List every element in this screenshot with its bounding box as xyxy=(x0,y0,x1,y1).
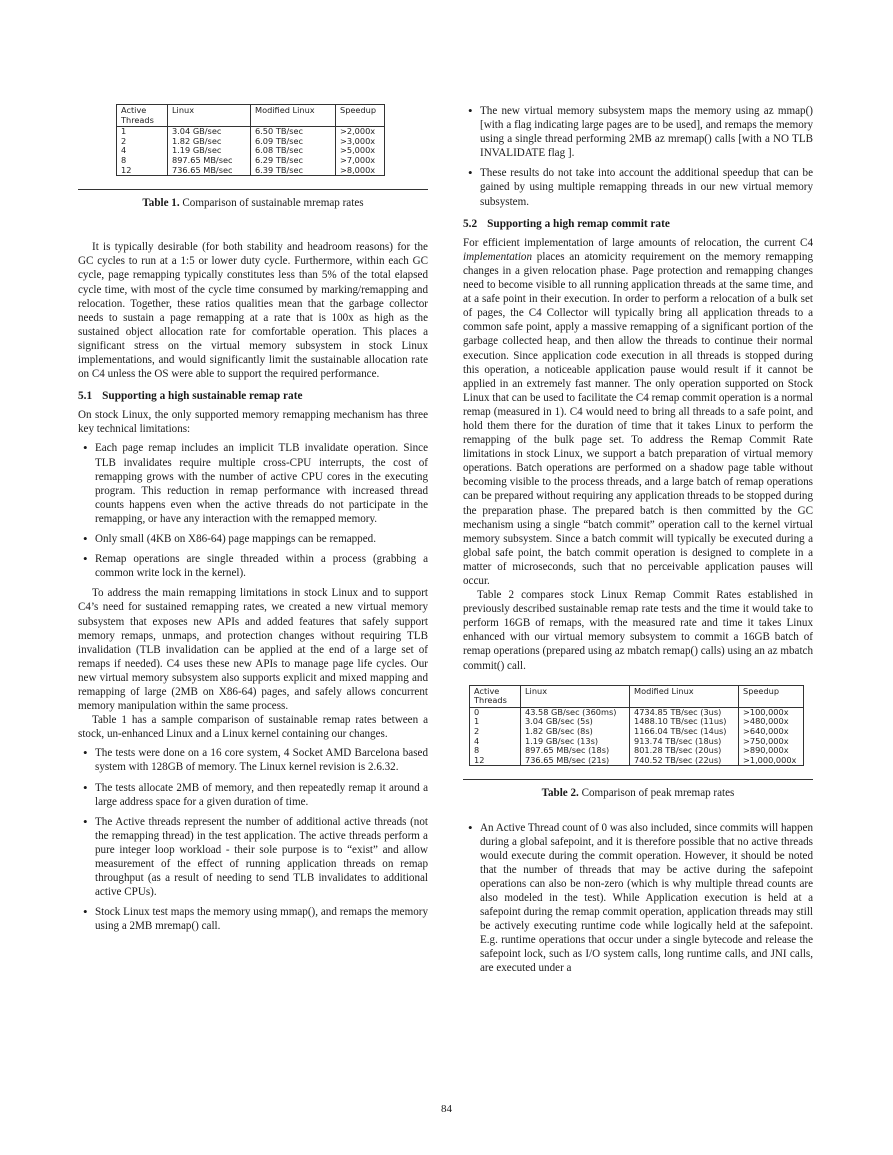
section-number: 5.1 xyxy=(78,390,93,403)
table-1 xyxy=(116,104,385,176)
table-cell: >750,000x xyxy=(739,737,804,747)
table-cell: 1.82 GB/sec xyxy=(168,137,251,147)
table-1-label: Table 1. xyxy=(142,197,180,210)
section-5-2-paragraph xyxy=(463,236,813,588)
table-cell: 1488.10 TB/sec (11us) xyxy=(630,717,739,727)
table-cell: 6.08 TB/sec xyxy=(251,146,336,156)
table-cell: 1166.04 TB/sec (14us) xyxy=(630,727,739,737)
table-header-row xyxy=(117,105,385,127)
table-2-block xyxy=(463,685,813,767)
table-2-caption-text: Comparison of peak mremap rates xyxy=(581,787,735,800)
table-cell: 43.58 GB/sec (360ms) xyxy=(521,707,630,717)
table-cell: 897.65 MB/sec (18s) xyxy=(521,746,630,756)
section-5-1-intro: On stock Linux, the only supported memory remapping mechanism has three key technical limitations: xyxy=(78,409,428,436)
section-title: Supporting a high sustainable remap rate xyxy=(102,390,303,403)
table-2-paragraph: Table 2 compares stock Linux Remap Commit Rates established in previously described sustainable remap rate tests and the time it would take to perform 16GB of remaps, with the measured rate and time it takes Linux enhanced with our virtual memory subsystem to commit a 16GB batch of remap operations (prepared using az mbatch remap() calls) using an az mbatch commit() call. xyxy=(463,589,813,672)
table-cell: 2 xyxy=(474,726,480,737)
table-2-caption xyxy=(463,786,813,800)
table-cell: >5,000x xyxy=(336,146,385,156)
table-cell: 4 xyxy=(121,145,127,156)
page-number: 84 xyxy=(441,1103,452,1115)
table-cell: 6.09 TB/sec xyxy=(251,137,336,147)
list-item: • Remap operations are single threaded within a process (grabbing a common write lock in the kernel). xyxy=(78,552,428,580)
list-item: • Stock Linux test maps the memory using mmap(), and remaps the memory using a 2MB mremap() call. xyxy=(78,905,428,933)
table-cell: >1,000,000x xyxy=(739,756,804,766)
column-header: Linux xyxy=(168,105,251,127)
table-cell: 897.65 MB/sec xyxy=(168,156,251,166)
table-2 xyxy=(469,685,804,767)
table-cell: 0 xyxy=(474,706,480,717)
table-cell: 6.50 TB/sec xyxy=(251,127,336,137)
table-cell: 8 xyxy=(474,745,480,756)
table-cell: 4734.85 TB/sec (3us) xyxy=(630,707,739,717)
table-cell: >2,000x xyxy=(336,127,385,137)
list-item: • The new virtual memory subsystem maps the memory using az mmap() [with a flag indicating large pages are to be used], and remaps the memory using a single thread performing 2MB az mremap() calls [with a NO TLB INVALIDATE flag ]. xyxy=(463,104,813,160)
column-header: Active Threads xyxy=(117,105,168,127)
list-item: • These results do not take into account the additional speedup that can be gained by using multiple remapping threads in our new virtual memory subsystem. xyxy=(463,166,813,208)
table-cell: 1.19 GB/sec xyxy=(168,146,251,156)
table-1-caption-text: Comparison of sustainable mremap rates xyxy=(182,197,364,210)
table-cell: 6.39 TB/sec xyxy=(251,166,336,176)
active-thread-list xyxy=(463,821,813,976)
section-5-2-heading xyxy=(463,217,813,231)
list-item: • Only small (4KB on X86-64) page mappings can be remapped. xyxy=(78,532,428,546)
address-paragraph: To address the main remapping limitations in stock Linux and to support C4’s need for sustained remapping rates, we created a new virtual memory subsystem that exposes new APIs and added features that safely support memory remaps, unmaps, and protection changes without requiring TLB invalidation (TLB invalidation can be applied at the end of a large set of remaps if needed). C4 uses these new APIs to manage page life cycles. Our new virtual memory subsystem also supports explicit and mixed mapping and remapping of large (2MB on X86-64) pages, and safely allows concurrent memory manipulation within the same process. xyxy=(78,587,428,713)
right-column xyxy=(463,104,813,982)
table-cell: 2 xyxy=(121,135,127,146)
table-cell: 3.04 GB/sec xyxy=(168,127,251,137)
table-row xyxy=(470,756,804,766)
table-cell: 736.65 MB/sec (21s) xyxy=(521,756,630,766)
intro-paragraph: It is typically desirable (for both stability and headroom reasons) for the GC cycles to run at a 1:5 or lower duty cycle. Furthermore, within each GC cycle, page remapping typically constitutes less than 5% of the total elapsed cycle time, with most of the cycle time consumed by marking/remapping and relocation. Together, these ratios qualities mean that the garbage collector needs to sustain a page remapping at a rate that is 100x as high as the sustained object allocation rate for comfortable operation. This places a significant stress on the virtual memory subsystem in stock Linux implementations, and would significantly limit the sustainable allocation rate on C4 unless the OS were able to support the required performance. xyxy=(78,241,428,381)
vm-subsystem-list xyxy=(463,104,813,209)
list-item: • Each page remap includes an implicit TLB invalidate operation. Since TLB invalidates require multiple cross-CPU interrupts, the cost of remapping grows with the number of active CPU cores in the executing program. This reduction in remap performance with increased thread counts happens even when the active threads do not participate in the remapping, or have any interaction with the remapped memory. xyxy=(78,441,428,526)
list-item: • An Active Thread count of 0 was also included, since commits will happen during a global safepoint, and it is therefore possible that no active threads would execute during the commit operation. However, it should be noted that the number of threads that may be active during the safepoint operations can also be non-zero (which is why multiple thread counts are also modeled in the test). While Application execution is held at a safepoint during the remap commit operation, application threads may still be actively executing runtime code while logically held at the safepoint. E.g. runtime operations that occur under a single bytecode and release the safepoint lock, such as I/O system calls, long runtime calls, and JNI calls, are executed under a xyxy=(463,821,813,976)
table-row xyxy=(117,166,385,176)
list-item: • The tests allocate 2MB of memory, and then repeatedly remap it around a large address space for a given duration of time. xyxy=(78,781,428,809)
table-cell: 3.04 GB/sec (5s) xyxy=(521,717,630,727)
table-cell: >7,000x xyxy=(336,156,385,166)
tests-list xyxy=(78,746,428,933)
list-item: • The tests were done on a 16 core system, 4 Socket AMD Barcelona based system with 128GB of memory. The Linux kernel revision is 2.6.32. xyxy=(78,746,428,774)
table-1-caption xyxy=(78,196,428,210)
column-header: Speedup xyxy=(336,105,385,127)
table-1-rule xyxy=(78,189,428,190)
limitations-list xyxy=(78,441,428,580)
table-cell: 6.29 TB/sec xyxy=(251,156,336,166)
table-cell: >100,000x xyxy=(739,707,804,717)
table-cell: 1.19 GB/sec (13s) xyxy=(521,737,630,747)
table-cell: >640,000x xyxy=(739,727,804,737)
column-header: Linux xyxy=(521,685,630,707)
table-cell: >3,000x xyxy=(336,137,385,147)
table-2-rule xyxy=(463,779,813,780)
column-header: Active Threads xyxy=(470,685,521,707)
text-run: places an atomicity requirement on the memory remapping changes in a given relocation phase. Page protection and remapping changes need to become visible to all running application threads at the same time, and at a safe point in their execution. In order to perform a relocation of a bulk set of pages, the C4 Collector will typically bring all application threads to a common safe point, apply a massive remapping of a significant portion of the garbage collected heap, and then allow the threads to continue their normal execution. Since application code execution in all threads is stopped during this operation, a noticeable application pause would result if it cannot be applied in an extremely fast manner. The only operation supported on Stock Linux that can be used to facilitate the C4 remap commit operation is a normal remap (measured in 1). C4 would need to bring all threads to a safe point, and hold them there for the duration of time that it takes Linux to perform the remapping of the bulk page set. To address the Remap Commit Rate limitations in stock Linux, we support a batch preparation of virtual memory operations. Batch operations are performed on a shadow page table without becoming visible to the process threads, and a large batch of remap operations can be prepared without requiring any application threads to be stopped during the preparation phase. The prepared batch is then committed by the GC mechanism using a single “batch commit” operation call to the kernel virtual memory subsystem. Since a batch commit will typically be executed during a global safe point, the batch commit operation is designed to complete in a matter of microseconds, such that no perceivable application pauses will occur. xyxy=(463,250,813,587)
table-1-paragraph: Table 1 has a sample comparison of sustainable remap rates between a stock, un-enhanced Linux and a Linux kernel containing our changes. xyxy=(78,714,428,741)
table-cell: 4 xyxy=(474,735,480,746)
table-cell: >890,000x xyxy=(739,746,804,756)
table-cell: 8 xyxy=(121,154,127,165)
column-header: Modified Linux xyxy=(630,685,739,707)
table-cell: 736.65 MB/sec xyxy=(168,166,251,176)
table-cell: 1 xyxy=(121,126,127,137)
column-header: Speedup xyxy=(739,685,804,707)
table-cell: >8,000x xyxy=(336,166,385,176)
emphasis-text: implementation xyxy=(463,250,533,263)
table-cell: 12 xyxy=(121,164,132,175)
table-cell: 913.74 TB/sec (18us) xyxy=(630,737,739,747)
table-cell: 1 xyxy=(474,716,480,727)
table-header-row xyxy=(470,685,804,707)
list-item: • The Active threads represent the number of additional active threads (not the remapping thread) in the test application. The active threads perform a pure integer loop workload - their sole purpose is to “exist” and allow measurement of the effect of running application threads on remap throughput (as a result of needing to send TLB invalidates to additional active CPUs). xyxy=(78,815,428,900)
left-column xyxy=(78,104,428,939)
table-cell: 740.52 TB/sec (22us) xyxy=(630,756,739,766)
table-cell: 12 xyxy=(474,754,485,765)
table-1-block xyxy=(78,104,428,176)
table-cell: 801.28 TB/sec (20us) xyxy=(630,746,739,756)
table-cell: 1.82 GB/sec (8s) xyxy=(521,727,630,737)
column-header: Modified Linux xyxy=(251,105,336,127)
section-5-1-heading xyxy=(78,389,428,403)
table-cell: >480,000x xyxy=(739,717,804,727)
table-2-label: Table 2. xyxy=(541,787,579,800)
text-run: For efficient implementation of large amounts of relocation, the current C4 xyxy=(463,236,813,249)
section-title: Supporting a high remap commit rate xyxy=(487,217,670,230)
section-number: 5.2 xyxy=(463,217,478,230)
